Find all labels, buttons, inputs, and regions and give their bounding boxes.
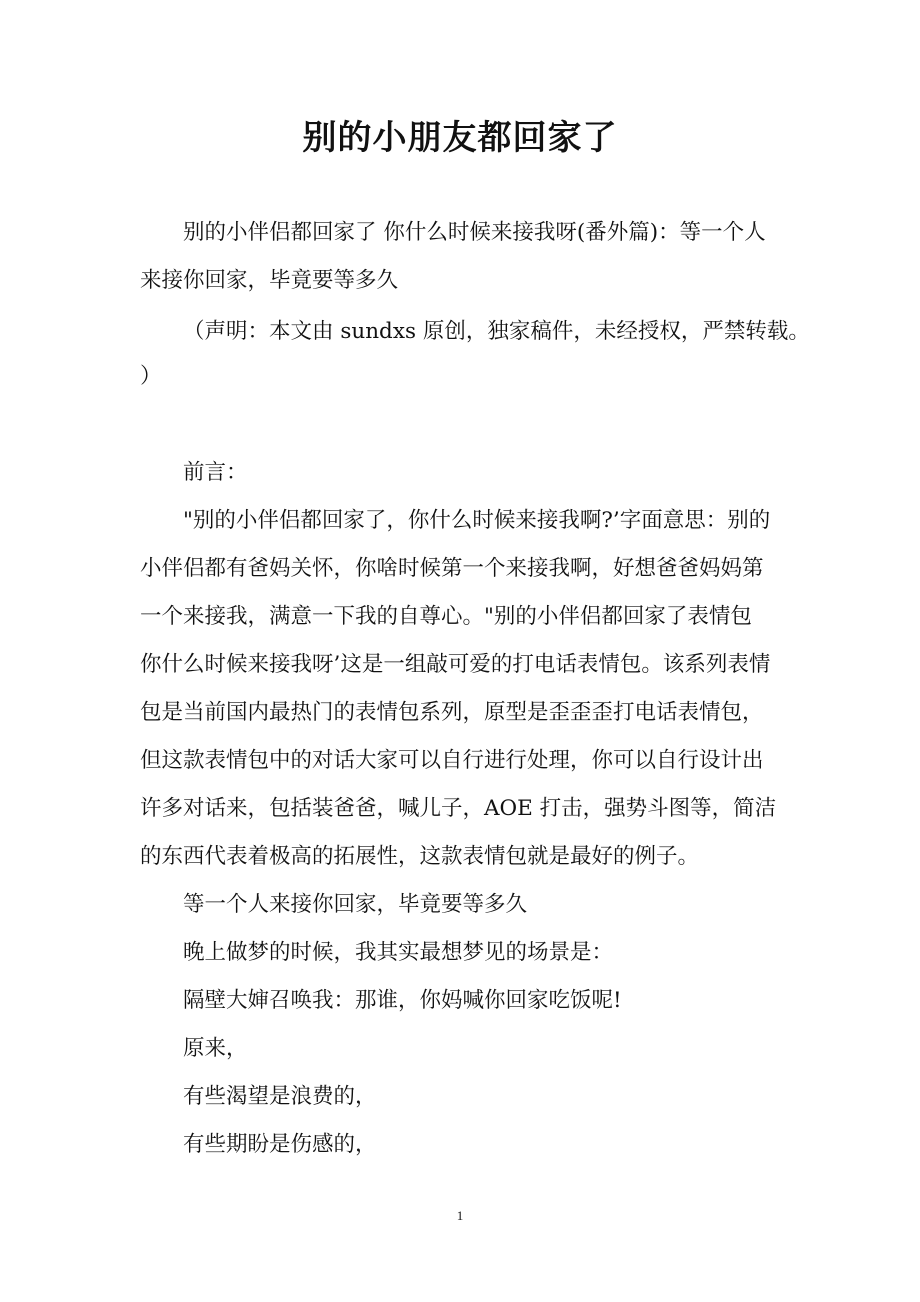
paragraph-line: 晚上做梦的时候，我其实最想梦见的场景是： [183,940,614,965]
section-heading: 前言： [183,460,248,485]
paragraph-line: 但这款表情包中的对话大家可以自行进行处理，你可以自行设计出 [140,748,764,773]
document-title: 别的小朋友都回家了 [302,118,618,158]
paragraph-line: 有些期盼是伤感的， [183,1132,377,1157]
paragraph-line: 等一个人来接你回家，毕竟要等多久 [183,892,528,917]
paragraph-line: 原来， [183,1036,248,1061]
paragraph-line: 有些渴望是浪费的， [183,1084,377,1109]
paragraph-line: 别的小伴侣都回家了 你什么时候来接我呀(番外篇)：等一个人 [183,220,766,245]
paragraph-line: 你什么时候来接我呀’这是一组敲可爱的打电话表情包。该系列表情 [140,652,771,677]
paragraph-line: 许多对话来，包括装爸爸，喊儿子，AOE 打击，强势斗图等，简洁 [140,796,777,821]
paragraph-line: "别的小伴侣都回家了，你什么时候来接我啊?’字面意思：别的 [183,508,771,533]
paragraph-line: 隔壁大婶召唤我：那谁，你妈喊你回家吃饭呢! [183,988,622,1013]
paragraph-line: 包是当前国内最热门的表情包系列，原型是歪歪歪打电话表情包， [140,700,764,725]
paragraph-line: 小伴侣都有爸妈关怀，你啥时候第一个来接我啊，好想爸爸妈妈第 [140,556,764,581]
paragraph-line: （声明：本文由 sundxs 原创，独家稿件，未经授权，严禁转载。 [183,319,810,344]
page-number: 1 [456,1208,464,1223]
paragraph-line: 一个来接我，满意一下我的自尊心。"别的小伴侣都回家了表情包 [140,604,752,629]
paragraph-line: ） [140,364,162,389]
paragraph-line: 的东西代表着极高的拓展性，这款表情包就是最好的例子。 [140,844,700,869]
paragraph-line: 来接你回家，毕竟要等多久 [140,268,399,293]
